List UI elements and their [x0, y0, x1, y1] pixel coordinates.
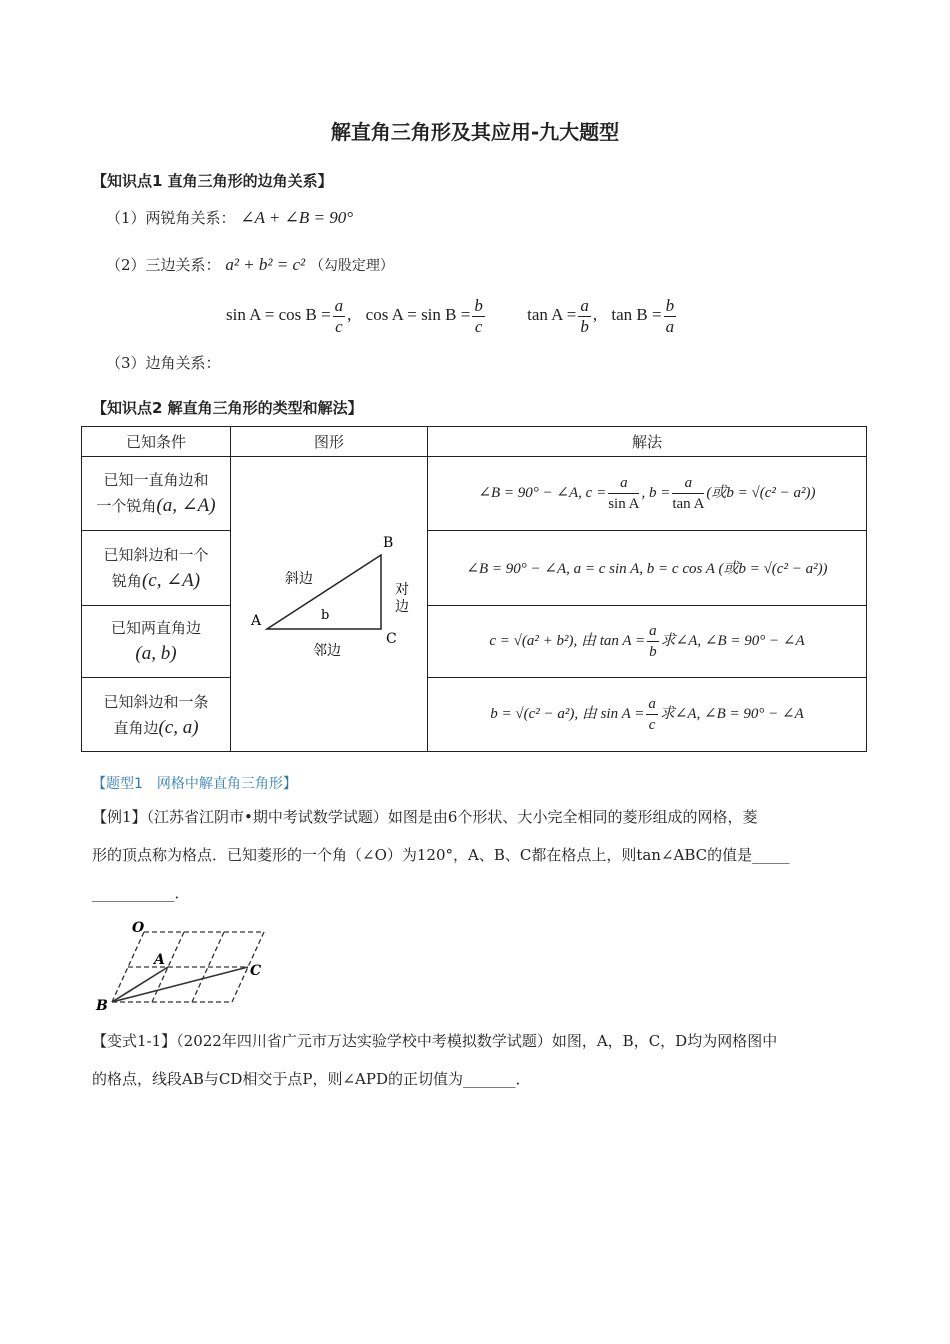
kp1-item1 — [106, 207, 353, 228]
rel4-den: a — [665, 317, 675, 336]
hypotenuse-label: 斜边 — [285, 571, 313, 587]
kp1-item3-label: （3）边角关系： — [106, 354, 221, 372]
row3-solution — [428, 605, 867, 678]
table-row — [82, 678, 867, 752]
opposite-label-2: 边 — [395, 599, 409, 615]
row1-sol-c: (或b = √(c² − a²)) — [706, 484, 816, 501]
table-row — [82, 605, 867, 678]
kp1-relations — [226, 296, 678, 337]
header-condition: 已知条件 — [82, 427, 231, 457]
rel3-num: a — [580, 296, 589, 315]
adjacent-label: 邻边 — [313, 643, 341, 659]
vertex-a-label: A — [251, 613, 262, 629]
point-b-label: B — [96, 998, 108, 1012]
header-solution: 解法 — [428, 427, 867, 457]
vertex-c-label: C — [386, 631, 397, 647]
kp1-item1-formula: ∠A + ∠B = 90° — [240, 208, 354, 227]
row4-solution — [428, 678, 867, 752]
rel3-den: b — [580, 317, 589, 336]
grid-lines — [112, 932, 264, 1002]
row3-f1-num: a — [647, 621, 659, 642]
kp1-item2-label: （2）三边关系： — [106, 256, 221, 274]
rel3: tan A = $\frac{a}{b}$ , — [527, 296, 602, 336]
solution-table — [81, 426, 867, 752]
row4-cond-line1: 已知斜边和一条 — [103, 692, 209, 711]
kp1-item2 — [106, 254, 394, 275]
header-figure: 图形 — [231, 427, 428, 457]
rel1: sin A = cos B = $\frac{a}{c}$ , — [226, 296, 356, 336]
vertex-b-label: B — [383, 535, 394, 551]
row3-cond-line1: 已知两直角边 — [110, 619, 201, 638]
row2-cond-math: (c, ∠A) — [141, 569, 201, 591]
row1-cond-math: (a, ∠A) — [156, 495, 216, 517]
rel3-left: tan A = — [527, 305, 577, 325]
row1-f1-num: a — [608, 473, 639, 494]
example1-line2: 形的顶点称为格点．已知菱形的一个角（∠O）为120°，A、B、C都在格点上，则tan∠ABC的值是_____ — [92, 846, 790, 864]
opposite-label-1: 对 — [395, 582, 409, 598]
row1-condition — [82, 457, 231, 531]
right-triangle-figure — [231, 457, 427, 747]
row1-solution — [428, 457, 867, 531]
type1-heading: 【题型1 网格中解直角三角形】 — [92, 776, 297, 792]
row1-sol-a: ∠B = 90° − ∠A, c = — [478, 484, 607, 501]
rel1-num: a — [334, 296, 344, 315]
row4-sol-b: 求∠A, ∠B = 90° − ∠A — [659, 706, 804, 723]
side-b-label: b — [321, 608, 330, 623]
row4-cond-line2: 直角边 — [113, 718, 159, 737]
rel2-den: c — [474, 317, 483, 336]
example1-line1: 【例1】（江苏省江阴市•期中考试数学试题）如图是由6个形状、大小完全相同的菱形组成的网格，菱 — [92, 808, 758, 826]
kp2-heading: 【知识点2 解直角三角形的类型和解法】 — [92, 399, 363, 417]
table-header-row — [82, 427, 867, 457]
row1-f1-den: sin A — [608, 495, 640, 512]
row4-f1-den: c — [648, 717, 656, 734]
rel4-num: b — [665, 296, 675, 315]
variant1-line2: 的格点，线段AB与CD相交于点P，则∠APD的正切值为_______． — [92, 1070, 531, 1088]
kp1-item2-formula: a² + b² = c² — [225, 255, 306, 274]
row3-sol-a: c = √(a² + b²), 由 tan A = — [489, 632, 646, 649]
example1-line3: ___________． — [92, 884, 190, 902]
row3-cond-math: (a, b) — [135, 643, 177, 665]
rel2 — [365, 296, 491, 336]
row1-f2-num: a — [672, 473, 704, 494]
page-title: 解直角三角形及其应用-九大题型 — [330, 120, 620, 144]
rel1-left: sin A = cos B = — [226, 305, 331, 325]
row1-cond-line2: 一个锐角 — [96, 497, 157, 516]
row3-condition — [82, 605, 231, 678]
row2-cond-line1: 已知斜边和一个 — [103, 545, 209, 564]
table-row — [82, 457, 867, 531]
row1-sol-b: , b = — [641, 484, 671, 501]
rel4 — [611, 296, 678, 336]
row4-condition — [82, 678, 231, 752]
segment-bc — [112, 967, 248, 1002]
point-o-label: O — [132, 920, 145, 936]
kp1-item1-label: （1）两锐角关系： — [106, 209, 236, 227]
row3-f1-den: b — [649, 643, 657, 660]
rhombus-grid-figure — [92, 916, 272, 1012]
row1-f2-den: tan A — [672, 495, 705, 512]
row3-sol-b: 求∠A, ∠B = 90° − ∠A — [660, 632, 805, 649]
rel4-left: tan B = — [611, 305, 662, 325]
row4-sol-a: b = √(c² − a²), 由 sin A = — [490, 706, 645, 723]
table-row — [82, 530, 867, 605]
row4-cond-math: (c, a) — [158, 716, 199, 738]
row4-f1-num: a — [646, 694, 658, 715]
variant1-line1: 【变式1-1】（2022年四川省广元市万达实验学校中考模拟数学试题）如图，A，B，C，D均为网格图中 — [92, 1032, 778, 1050]
row2-solution: ∠B = 90° − ∠A, a = c sin A, b = c cos A (或b = √(c² − a²)) — [428, 530, 867, 605]
rel2-num: b — [474, 296, 483, 315]
row2-condition — [82, 530, 231, 605]
kp1-heading: 【知识点1 直角三角形的边角关系】 — [92, 172, 333, 190]
row2-cond-line2: 锐角 — [111, 571, 142, 590]
rel1-den: c — [335, 317, 343, 336]
point-a-label: A — [154, 952, 165, 968]
rel2-left: cos A = sin B = — [365, 305, 471, 325]
kp1-item2-note: （勾股定理） — [309, 258, 394, 274]
figure-cell — [231, 457, 428, 752]
point-c-label: C — [250, 963, 262, 979]
row1-cond-line1: 已知一直角边和 — [103, 471, 209, 490]
